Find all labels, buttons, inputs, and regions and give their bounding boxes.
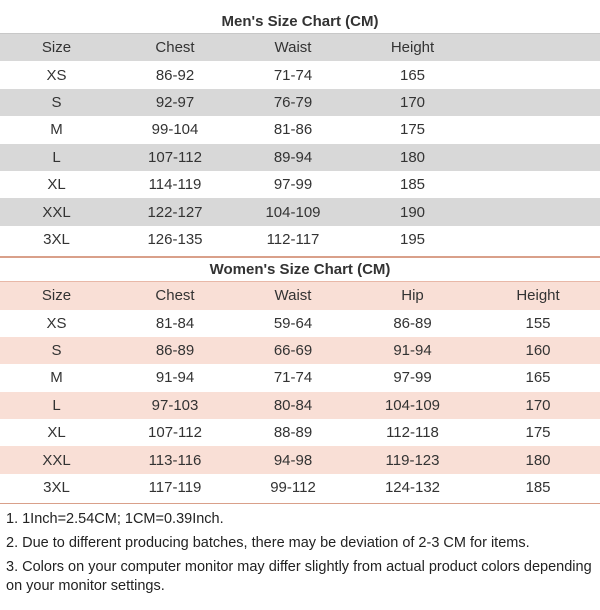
womens-header-hip: Hip [401, 287, 424, 305]
men-cell: 195 [399, 230, 426, 248]
mens-chart-title: Men's Size Chart (CM) [221, 13, 379, 30]
mens-header-size: Size [41, 39, 72, 57]
men-cell: 185 [399, 176, 426, 194]
men-table-row [0, 61, 600, 88]
men-cell: XXL [42, 203, 71, 221]
men-table-row [0, 171, 600, 198]
women-cell: 91-94 [393, 342, 432, 360]
women-cell: 107-112 [148, 424, 202, 442]
women-cell: 88-89 [273, 424, 313, 442]
women-cell: L [52, 396, 61, 414]
women-cell: 59-64 [273, 314, 313, 332]
men-cell: 86-92 [155, 66, 195, 84]
women-cell: 80-84 [273, 396, 313, 414]
womens-size-chart [0, 258, 600, 501]
men-table-row [0, 116, 600, 143]
women-cell: XL [47, 424, 66, 442]
women-cell: 94-98 [273, 451, 313, 469]
notes-section [0, 504, 600, 596]
womens-header-row [0, 281, 600, 309]
women-cell: 81-84 [155, 314, 195, 332]
women-cell: 119-123 [385, 451, 440, 469]
note-2: 2. Due to different producing batches, there may be deviation of 2-3 CM for items. [6, 535, 530, 552]
men-cell: 190 [399, 203, 426, 221]
mens-table-body [0, 61, 600, 253]
women-cell: M [50, 369, 63, 387]
women-cell: 97-99 [393, 369, 432, 387]
women-cell: 117-119 [148, 479, 202, 497]
men-cell: 114-119 [148, 176, 202, 194]
womens-header-size: Size [41, 287, 72, 305]
women-cell: 113-116 [148, 451, 202, 469]
men-cell: 92-97 [155, 93, 195, 111]
women-table-row [0, 337, 600, 364]
men-cell: 175 [399, 121, 426, 139]
women-table-row [0, 364, 600, 391]
womens-chart-title: Women's Size Chart (CM) [209, 261, 391, 279]
men-cell: XL [47, 176, 66, 194]
womens-table-body [0, 310, 600, 502]
mens-header-height: Height [390, 39, 435, 57]
women-cell: 104-109 [384, 396, 441, 414]
mens-header-chest: Chest [155, 39, 195, 57]
mens-header-row [0, 33, 600, 61]
men-cell: 81-86 [273, 121, 313, 139]
men-table-row [0, 144, 600, 171]
women-cell: 165 [525, 369, 551, 387]
women-cell: 91-94 [155, 369, 195, 387]
men-cell: 126-135 [147, 230, 203, 248]
women-cell: 112-118 [386, 424, 439, 442]
men-cell: 71-74 [273, 66, 313, 84]
men-cell: 112-117 [266, 230, 320, 248]
womens-header-height: Height [516, 287, 560, 305]
men-cell: 89-94 [273, 148, 313, 166]
men-cell: 99-104 [151, 121, 199, 139]
women-cell: 160 [525, 342, 551, 360]
men-cell: 122-127 [147, 203, 203, 221]
men-table-row [0, 226, 600, 253]
men-cell: 107-112 [148, 148, 202, 166]
men-table-row [0, 89, 600, 116]
women-cell: S [51, 342, 62, 360]
women-cell: XS [46, 314, 67, 332]
women-cell: 99-112 [270, 479, 316, 497]
women-table-row [0, 392, 600, 419]
size-chart-page [0, 10, 600, 610]
women-table-row [0, 474, 600, 501]
men-cell: L [52, 148, 61, 166]
women-cell: 97-103 [151, 396, 199, 414]
women-cell: 66-69 [273, 342, 313, 360]
women-table-row [0, 310, 600, 337]
men-cell: 180 [399, 148, 426, 166]
mens-size-chart [0, 10, 600, 253]
men-cell: 3XL [43, 230, 70, 248]
women-table-row [0, 446, 600, 473]
women-cell: 175 [525, 424, 551, 442]
men-table-row [0, 198, 600, 225]
women-cell: 86-89 [393, 314, 432, 332]
womens-header-waist: Waist [274, 287, 312, 305]
women-cell: 3XL [43, 479, 70, 497]
note-3: 3. Colors on your computer monitor may differ slightly from actual product colors depending on your monitor settings. [6, 559, 592, 595]
women-cell: 180 [525, 451, 551, 469]
men-cell: M [50, 121, 63, 139]
men-cell: 165 [399, 66, 426, 84]
men-cell: 76-79 [273, 93, 313, 111]
women-cell: 170 [525, 396, 551, 414]
women-cell: 155 [525, 314, 551, 332]
men-cell: 104-109 [265, 203, 321, 221]
women-cell: 124-132 [384, 479, 441, 497]
men-cell: XS [46, 66, 67, 84]
women-cell: 71-74 [273, 369, 313, 387]
men-cell: 170 [399, 93, 426, 111]
note-1: 1. 1Inch=2.54CM; 1CM=0.39Inch. [6, 511, 224, 528]
women-cell: 185 [525, 479, 551, 497]
mens-header-waist: Waist [274, 39, 312, 57]
women-cell: 86-89 [155, 342, 195, 360]
womens-header-chest: Chest [155, 287, 195, 305]
women-table-row [0, 419, 600, 446]
men-cell: 97-99 [273, 176, 313, 194]
men-cell: S [51, 93, 62, 111]
women-cell: XXL [42, 451, 71, 469]
